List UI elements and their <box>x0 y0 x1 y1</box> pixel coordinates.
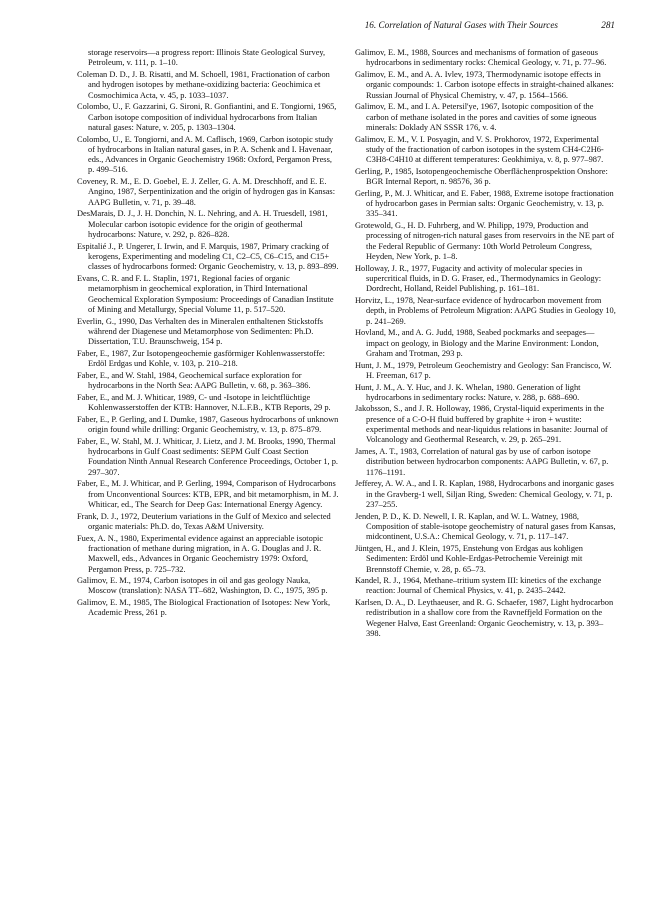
reference-entry: Grotewold, G., H. D. Fuhrberg, and W. Philipp, 1979, Production and processing of nitrogen-rich natural gases from reservoirs in the NE part of the Federal Republic of Germany: 10th World Petroleum Congress, Heyden, New York, p. 1–8. <box>355 221 615 261</box>
reference-entry: Coleman D. D., J. B. Risatti, and M. Schoell, 1981, Fractionation of carbon and hydrogen isotopes by methane-oxidizing bacteria: Geochimica et Cosmochimica Acta, v. 45, p. 1033–1037. <box>77 69 330 100</box>
reference-entry: Hunt, J. M., A. Y. Huc, and J. K. Whelan, 1980. Generation of light hydrocarbons in sedimentary rocks: Nature, v. 288, p. 688–690. <box>355 382 581 402</box>
reference-entry: Jüntgen, H., and J. Klein, 1975, Enstehung von Erdgas aus kohligen Sedimenten: Erdöl und Kohle-Erdgas-Petrochemie Vereinigt mit Brennstoff Chemie, v. 28, p. 65–73. <box>355 543 583 574</box>
reference-entry: Galimov, E. M., 1974, Carbon isotopes in oil and gas geology Nauka, Moscow (translation): NASA TT–682, Washington, D. C., 1975, 395 p. <box>77 576 328 596</box>
reference-entry: Kandel, R. J., 1964, Methane–tritium system III: kinetics of the exchange reaction: Journal of Chemical Physics, v. 41, p. 2435–2442. <box>355 576 602 596</box>
reference-entry: Coveney, R. M., E. D. Goebel, E. J. Zeller, G. A. M. Dreschhoff, and E. E. Angino, 1987, Serpentinization and the origin of hydrogen gas in Kansas: AAPG Bulletin, v. 71, p. 39–48. <box>77 177 336 207</box>
reference-entry: Everlin, G., 1990, Das Verhalten des in Mineralen enthaltenen Stickstoffs während der Diagenese und Metamorphose von Sedimenten: Ph.D. Dissertation, T.U. Braunschweig, 154 p. <box>77 316 323 347</box>
reference-entry: Galimov, E. M., 1985, The Biological Fractionation of Isotopes: New York, Academic Press, 261 p. <box>77 598 331 618</box>
reference-entry: Horvitz, L., 1978, Near-surface evidence of hydrocarbon movement from depth, in Problems of Petroleum Migration: AAPG Studies in Geology 10, p. 241–269. <box>355 295 616 326</box>
reference-entry: Faber, E., and M. J. Whiticar, 1989, C- und -Isotope in leichtflüchtige Kohlenwasserstoffen der KTB: Hannover, N.L.F.B., KTB Reports, 29 p. <box>77 392 331 413</box>
reference-entry: Jakobsson, S., and J. R. Holloway, 1986, Crystal-liquid experiments in the presence of a C-O-H fluid buffered by graphite + iron + wustite: experimental methods and near-liquidus relations in basanite: Journal of Volcanology and Geothermal Research, v. 29, p. 265–291. <box>355 404 608 445</box>
page-number: 281 <box>601 20 615 30</box>
references-right-column <box>355 48 617 641</box>
reference-entry: Jefferey, A. W. A., and I. R. Kaplan, 1988, Hydrocarbons and inorganic gases in the Gravberg-1 well, Siljan Ring, Sweden: Chemical Geology, v. 71, p. 237–255. <box>355 479 614 509</box>
reference-entry: storage reservoirs—a progress report: Illinois State Geological Survey, Petroleum, v. 111, p. 1–10. <box>88 48 326 68</box>
reference-entry: Faber, E., 1987, Zur Isotopengeochemie gasförmiger Kohlenwasserstoffe: Erdöl Erdgas und Kohle, v. 103, p. 210–218. <box>77 348 325 369</box>
reference-entry: Faber, E., and W. Stahl, 1984, Geochemical surface exploration for hydrocarbons in the North Sea: AAPG Bulletin, v. 68, p. 363–386. <box>77 370 311 391</box>
reference-entry: James, A. T., 1983, Correlation of natural gas by use of carbon isotope distribution between hydrocarbon components: AAPG Bulletin, v. 67, p. 1176–1191. <box>355 447 609 477</box>
running-title: 16. Correlation of Natural Gases with Their Sources <box>364 20 558 30</box>
reference-entry: Karlsen, D. A., D. Leythaeuser, and R. G. Schaefer, 1987, Light hydrocarbon redistribution in a shallow core from the Ravneffjeld Formation on the Wegener Halvø, East Greenland: Organic Geochemistry, v. 13, p. 393–398. <box>355 598 614 639</box>
reference-entry: Evans, C. R. and F. L. Staplin, 1971, Regional facies of organic metamorphism in geochemical exploration, in Third International Geochemical Exploration Symposium: Proceedings of Canadian Institute of Mining and Metallurgy, Special Volume 11, p. 517–520. <box>77 273 334 314</box>
reference-entry: Holloway, J. R., 1977, Fugacity and activity of molecular species in supercritical fluids, in D. G. Fraser, ed., Thermodynamics in Geology: Dordrecht, Holland, Reidel Publishing, p. 161–181. <box>355 263 602 294</box>
reference-entry: Faber, E., W. Stahl, M. J. Whiticar, J. Lietz, and J. M. Brooks, 1990, Thermal hydrocarbons in Gulf Coast sediments: SEPM Gulf Coast Section Foundation Ninth Annual Research Conference Proceedings, October 1, p. 297–307. <box>77 436 339 477</box>
reference-entry: Galimov, E. M., V. I. Posyagin, and V. S. Prokhorov, 1972, Experimental study of the fractionation of carbon isotopes in the system CH4-C2H6-C3H8-C4H10 at different temperatures: Geokhimiya, v. 8, p. 977–987. <box>355 134 604 165</box>
running-header <box>0 20 660 36</box>
references-left-column <box>77 48 339 620</box>
reference-entry: Frank, D. J., 1972, Deuterium variations in the Gulf of Mexico and selected organic materials: Ph.D. do, Texas A&M University. <box>77 511 331 531</box>
reference-entry: Colombo, U., F. Gazzarini, G. Sironi, R. Gonfiantini, and E. Tongiorni, 1965, Carbon isotope composition of individual hydrocarbons from Italian natural gases: Nature, v. 205, p. 1303–1304. <box>77 102 337 132</box>
reference-entry: Faber, E., P. Gerling, and I. Dumke, 1987, Gaseous hydrocarbons of unknown origin found while drilling: Organic Geochemistry, v. 13, p. 875–879. <box>77 414 339 435</box>
reference-entry: DesMarais, D. J., J. H. Donchin, N. L. Nehring, and A. H. Truesdell, 1981, Molecular carbon isotopic evidence for the origin of geothermal hydrocarbons: Nature, v. 292, p. 826–828. <box>77 209 328 239</box>
reference-entry: Fuex, A. N., 1980, Experimental evidence against an appreciable isotopic fractionation of methane during migration, in A. G. Douglas and J. R. Maxwell, eds., Advances in Organic Geochemistry 1979: Oxford, Pergamon Press, p. 725–732. <box>77 533 324 574</box>
reference-entry: Hovland, M., and A. G. Judd, 1988, Seabed pockmarks and seepages—impact on geology, in Biology and the Marine Environment: London, Graham and Trotman, 293 p. <box>355 328 599 358</box>
reference-entry: Gerling, P., M. J. Whiticar, and E. Faber, 1988, Extreme isotope fractionation of hydrocarbon gases in Permian salts: Organic Geochemistry, v. 13, p. 335–341. <box>355 188 614 219</box>
reference-entry: Galimov, E. M., 1988, Sources and mechanisms of formation of gaseous hydrocarbons in sedimentary rocks: Chemical Geology, v. 71, p. 77–96. <box>355 48 607 68</box>
reference-entry: Galimov, E. M., and I. A. Petersil'ye, 1967, Isotopic composition of the carbon of methane isolated in the pores and cavities of some igneous minerals: Doklady AN SSSR 176, v. 4. <box>355 102 597 132</box>
reference-entry: Espitalié J., P. Ungerer, I. Irwin, and F. Marquis, 1987, Primary cracking of kerogens, Experimenting and modeling C1, C2–C5, C6–C15, and C15+ classes of hydrocarbons formed: Organic Geochemistry, v. 13, p. 893–899. <box>77 241 339 272</box>
reference-entry: Galimov, E. M., and A. A. Ivlev, 1973, Thermodynamic isotope effects in organic compounds: 1. Carbon isotope effects in straight-chained alkanes: Russian Journal of Physical Chemistry, v. 47, p. 1564–1566. <box>355 69 614 100</box>
reference-entry: Faber, E., M. J. Whiticar, and P. Gerling, 1994, Comparison of Hydrocarbons from Unconventional Sources: KTB, EPR, and bit metamorphism, in M. J. Whiticar, ed., The Search for Deep Gas: International Energy Agency. <box>77 479 339 509</box>
reference-entry: Hunt, J. M., 1979, Petroleum Geochemistry and Geology: San Francisco, W. H. Freeman, 617 p. <box>355 360 612 380</box>
reference-entry: Gerling, P., 1985, Isotopengeochemische Oberflächenprospektion Onshore: BGR Internal Report, n. 98576, 36 p. <box>355 166 608 187</box>
reference-entry: Colombo, U., E. Tongiorni, and A. M. Caflisch, 1969, Carbon isotopic study of hydrocarbons in Italian natural gases, in P. A. Schenk and I. Havenaar, eds., Advances in Organic Geochemistry 1968: Oxford, Pergamon Press, p. 499–516. <box>77 134 334 175</box>
reference-entry: Jenden, P. D., K. D. Newell, I. R. Kaplan, and W. L. Watney, 1988, Composition of stable-isotope geochemistry of natural gases from Kansas, midcontinent, U.S.A.: Chemical Geology, v. 71, p. 117–147. <box>355 511 616 542</box>
